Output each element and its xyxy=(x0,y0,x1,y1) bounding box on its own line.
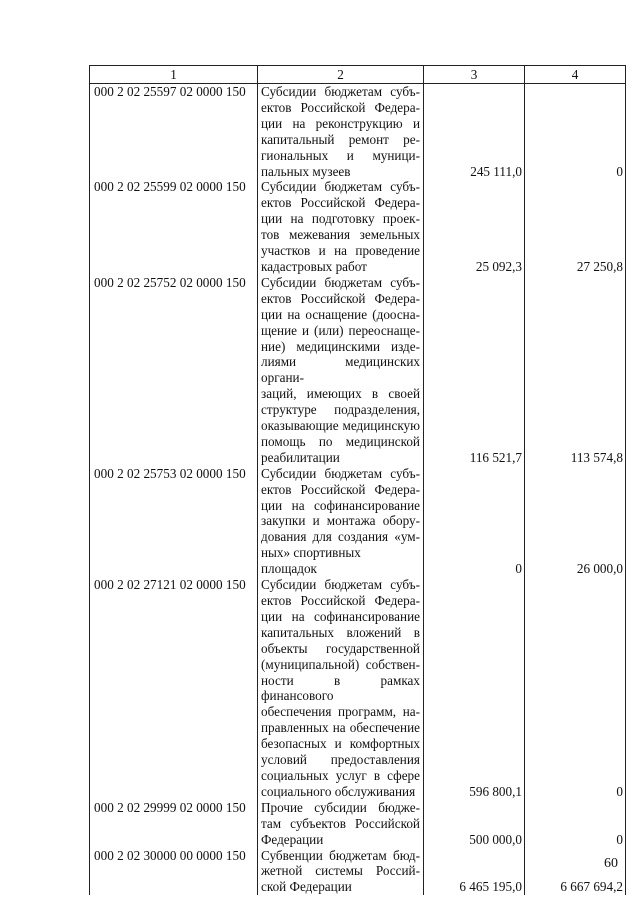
name-line: участков и на проведение xyxy=(261,243,420,259)
name-cell xyxy=(258,275,424,466)
header-cell-1: 1 xyxy=(90,66,258,84)
name-line: закупки и монтажа обору- xyxy=(261,513,420,529)
name-line: щение и (или) переоснаще- xyxy=(261,322,420,338)
name-cell xyxy=(258,577,424,800)
name-line: кадастровых работ xyxy=(261,258,367,274)
name-line: (муниципальной) собствен- xyxy=(261,656,420,672)
header-cell-3: 3 xyxy=(424,66,525,84)
name-line: жетной системы Россий- xyxy=(261,863,420,879)
table-row xyxy=(90,466,626,577)
table-row xyxy=(90,848,626,896)
name-line: ции на софинансирование xyxy=(261,497,420,513)
name-line: заций, имеющих в своей xyxy=(261,386,420,402)
name-line: Субсидии бюджетам субъ- xyxy=(261,274,420,290)
value-cell-3: 0 xyxy=(424,466,525,577)
name-line: ности в рамках финансового xyxy=(261,672,420,704)
name-line: ние) медицинскими изде- xyxy=(261,338,420,354)
name-line: социального обслуживания xyxy=(261,783,416,799)
name-line: правленных на обеспечение xyxy=(261,720,420,736)
name-line: Субсидии бюджетам субъ- xyxy=(261,577,420,593)
header-cell-2: 2 xyxy=(258,66,424,84)
name-line: Субсидии бюджетам субъ- xyxy=(261,465,420,481)
code-cell: 000 2 02 30000 00 0000 150 xyxy=(90,848,258,896)
name-line: пальных музеев xyxy=(261,163,351,179)
value-cell-4: 26 000,0 xyxy=(525,466,626,577)
value-cell-3: 6 465 195,0 xyxy=(424,848,525,896)
code-cell: 000 2 02 25597 02 0000 150 xyxy=(90,84,258,180)
code-cell: 000 2 02 25599 02 0000 150 xyxy=(90,179,258,274)
name-line: ектов Российской Федера- xyxy=(261,290,420,306)
code-cell: 000 2 02 25753 02 0000 150 xyxy=(90,466,258,577)
name-line: ектов Российской Федера- xyxy=(261,195,420,211)
name-line: помощь по медицинской xyxy=(261,433,420,449)
header-row xyxy=(90,66,626,84)
name-line: там субъектов Российской xyxy=(261,815,420,831)
name-line: объекты государственной xyxy=(261,640,420,656)
name-line: реабилитации xyxy=(261,449,340,465)
name-line: ской Федерации xyxy=(261,879,352,895)
name-line: капитальных вложений в xyxy=(261,624,420,640)
code-cell: 000 2 02 27121 02 0000 150 xyxy=(90,577,258,800)
value-cell-4: 6 667 694,2 xyxy=(525,848,626,896)
table-row xyxy=(90,577,626,800)
value-cell-4: 0 xyxy=(525,577,626,800)
table-header xyxy=(90,66,626,84)
name-line: тов межевания земельных xyxy=(261,227,420,243)
name-line: дования для создания «ум- xyxy=(261,529,420,545)
name-line: Субвенции бюджетам бюд- xyxy=(261,847,420,863)
name-line: структуре подразделения, xyxy=(261,402,420,418)
name-line: ции на софинансирование xyxy=(261,608,420,624)
value-cell-4: 113 574,8 xyxy=(525,275,626,466)
name-cell xyxy=(258,84,424,180)
name-line: условий предоставления xyxy=(261,752,420,768)
table-row xyxy=(90,800,626,848)
budget-table xyxy=(89,65,626,895)
value-cell-3: 596 800,1 xyxy=(424,577,525,800)
value-cell-3: 25 092,3 xyxy=(424,179,525,274)
table-body xyxy=(90,84,626,896)
value-cell-3: 500 000,0 xyxy=(424,800,525,848)
code-cell: 000 2 02 29999 02 0000 150 xyxy=(90,800,258,848)
name-line: оказывающие медицинскую xyxy=(261,418,420,434)
name-line: ектов Российской Федера- xyxy=(261,593,420,608)
name-line: ции на подготовку проек- xyxy=(261,211,420,227)
page-number: 60 xyxy=(604,856,618,871)
table-row xyxy=(90,84,626,180)
value-cell-4: 0 xyxy=(525,800,626,848)
name-cell xyxy=(258,466,424,577)
table-row xyxy=(90,179,626,274)
value-cell-3: 116 521,7 xyxy=(424,275,525,466)
table-row xyxy=(90,275,626,466)
name-line: Прочие субсидии бюдже- xyxy=(261,799,420,815)
name-line: Федерации xyxy=(261,831,324,847)
name-line: Субсидии бюджетам субъ- xyxy=(261,179,420,195)
code-cell: 000 2 02 25752 02 0000 150 xyxy=(90,275,258,466)
name-line: капитальный ремонт ре- xyxy=(261,131,420,147)
name-cell xyxy=(258,179,424,274)
name-cell xyxy=(258,848,424,896)
value-cell-4: 0 xyxy=(525,84,626,180)
name-line: ных» спортивных площадок xyxy=(261,545,361,577)
name-line: обеспечения программ, на- xyxy=(261,704,420,720)
name-line: социальных услуг в сфере xyxy=(261,767,420,783)
name-line: безопасных и комфортных xyxy=(261,736,420,752)
name-line: ции на реконструкцию и xyxy=(261,115,420,131)
name-line: Субсидии бюджетам субъ- xyxy=(261,84,420,99)
name-line: ектов Российской Федера- xyxy=(261,481,420,497)
header-cell-4: 4 xyxy=(525,66,626,84)
name-line: лиями медицинских органи- xyxy=(261,354,420,386)
name-line: ции на оснащение (дооснa- xyxy=(261,306,420,322)
name-line: гиональных и муници- xyxy=(261,147,420,163)
name-cell xyxy=(258,800,424,848)
value-cell-4: 27 250,8 xyxy=(525,179,626,274)
value-cell-3: 245 111,0 xyxy=(424,84,525,180)
name-line: ектов Российской Федера- xyxy=(261,99,420,115)
